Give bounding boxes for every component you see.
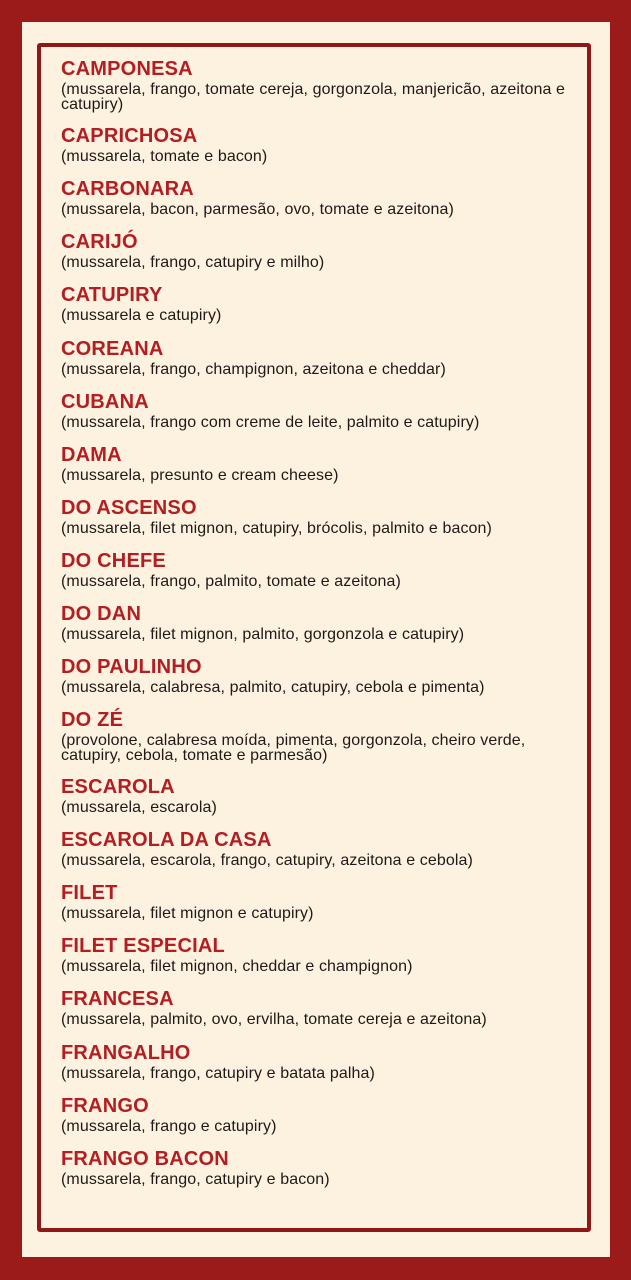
menu-item-name: CARIJÓ xyxy=(61,231,138,253)
menu-item-description: (mussarela, escarola) xyxy=(61,799,217,816)
menu-item-name: FILET xyxy=(61,882,118,904)
menu-item xyxy=(61,338,581,377)
menu-item xyxy=(61,829,581,868)
menu-item-name: DO PAULINHO xyxy=(61,656,202,678)
menu-item-name: DO ASCENSO xyxy=(61,497,197,519)
menu-item-name: CAPRICHOSA xyxy=(61,125,198,147)
menu-item-description: (mussarela, bacon, parmesão, ovo, tomate e azeitona) xyxy=(61,201,454,218)
menu-item-description: (mussarela, escarola, frango, catupiry, azeitona e cebola) xyxy=(61,852,473,869)
menu-item xyxy=(61,776,581,815)
menu-item-description: (provolone, calabresa moída, pimenta, gorgonzola, cheiro verde, catupiry, cebola, tomate e parmesão) xyxy=(61,732,526,764)
menu-item xyxy=(61,935,581,974)
menu-item xyxy=(61,231,581,270)
menu-item-name: ESCAROLA DA CASA xyxy=(61,829,272,851)
menu-item-name: CUBANA xyxy=(61,391,149,413)
menu-item-name: CATUPIRY xyxy=(61,284,163,306)
menu-item-name: DO DAN xyxy=(61,603,142,625)
menu-item xyxy=(61,1095,581,1134)
menu-item-description: (mussarela, frango, champignon, azeitona e cheddar) xyxy=(61,361,446,378)
menu-item xyxy=(61,709,581,763)
menu-item-description: (mussarela, filet mignon, palmito, gorgonzola e catupiry) xyxy=(61,626,465,643)
menu-item xyxy=(61,444,581,483)
menu-item-name: DO CHEFE xyxy=(61,550,166,572)
menu-item-name: FILET ESPECIAL xyxy=(61,935,225,957)
menu-item xyxy=(61,603,581,642)
menu-item xyxy=(61,1042,581,1081)
menu-item xyxy=(61,882,581,921)
menu-item-name: FRANGO BACON xyxy=(61,1148,229,1170)
menu-item-description: (mussarela, filet mignon e catupiry) xyxy=(61,905,314,922)
menu-item-description: (mussarela, tomate e bacon) xyxy=(61,148,268,165)
menu-item-description: (mussarela, filet mignon, catupiry, brócolis, palmito e bacon) xyxy=(61,520,492,537)
menu-item-name: CARBONARA xyxy=(61,178,194,200)
menu-item-description: (mussarela, presunto e cream cheese) xyxy=(61,467,339,484)
menu-item-name: FRANGO xyxy=(61,1095,149,1117)
menu-item-description: (mussarela, palmito, ovo, ervilha, tomate cereja e azeitona) xyxy=(61,1011,487,1028)
menu-item-description: (mussarela e catupiry) xyxy=(61,307,222,324)
menu-item xyxy=(61,284,581,323)
menu-item-description: (mussarela, frango e catupiry) xyxy=(61,1118,277,1135)
menu-item-description: (mussarela, frango, palmito, tomate e azeitona) xyxy=(61,573,401,590)
menu-item xyxy=(61,1148,581,1187)
menu-item-description: (mussarela, frango com creme de leite, palmito e catupiry) xyxy=(61,414,480,431)
menu-item-description: (mussarela, frango, catupiry e batata palha) xyxy=(61,1065,375,1082)
menu-item xyxy=(61,550,581,589)
menu-item xyxy=(61,497,581,536)
menu-item-name: FRANCESA xyxy=(61,988,174,1010)
menu-item-name: COREANA xyxy=(61,338,164,360)
menu-item-name: CAMPONESA xyxy=(61,58,193,80)
menu-item xyxy=(61,988,581,1027)
menu-item xyxy=(61,391,581,430)
menu-item-name: ESCAROLA xyxy=(61,776,175,798)
menu-item-description: (mussarela, calabresa, palmito, catupiry, cebola e pimenta) xyxy=(61,679,485,696)
menu-item-name: DAMA xyxy=(61,444,122,466)
menu-item-description: (mussarela, frango, tomate cereja, gorgonzola, manjericão, azeitona e catupiry) xyxy=(61,81,566,113)
menu-item xyxy=(61,178,581,217)
menu-item-description: (mussarela, frango, catupiry e milho) xyxy=(61,254,325,271)
menu-item xyxy=(61,125,581,164)
menu-item-name: DO ZÉ xyxy=(61,709,124,731)
menu-item xyxy=(61,58,581,112)
menu-item xyxy=(61,656,581,695)
menu-item-description: (mussarela, filet mignon, cheddar e champignon) xyxy=(61,958,413,975)
menu-item-description: (mussarela, frango, catupiry e bacon) xyxy=(61,1171,330,1188)
menu-item-name: FRANGALHO xyxy=(61,1042,191,1064)
